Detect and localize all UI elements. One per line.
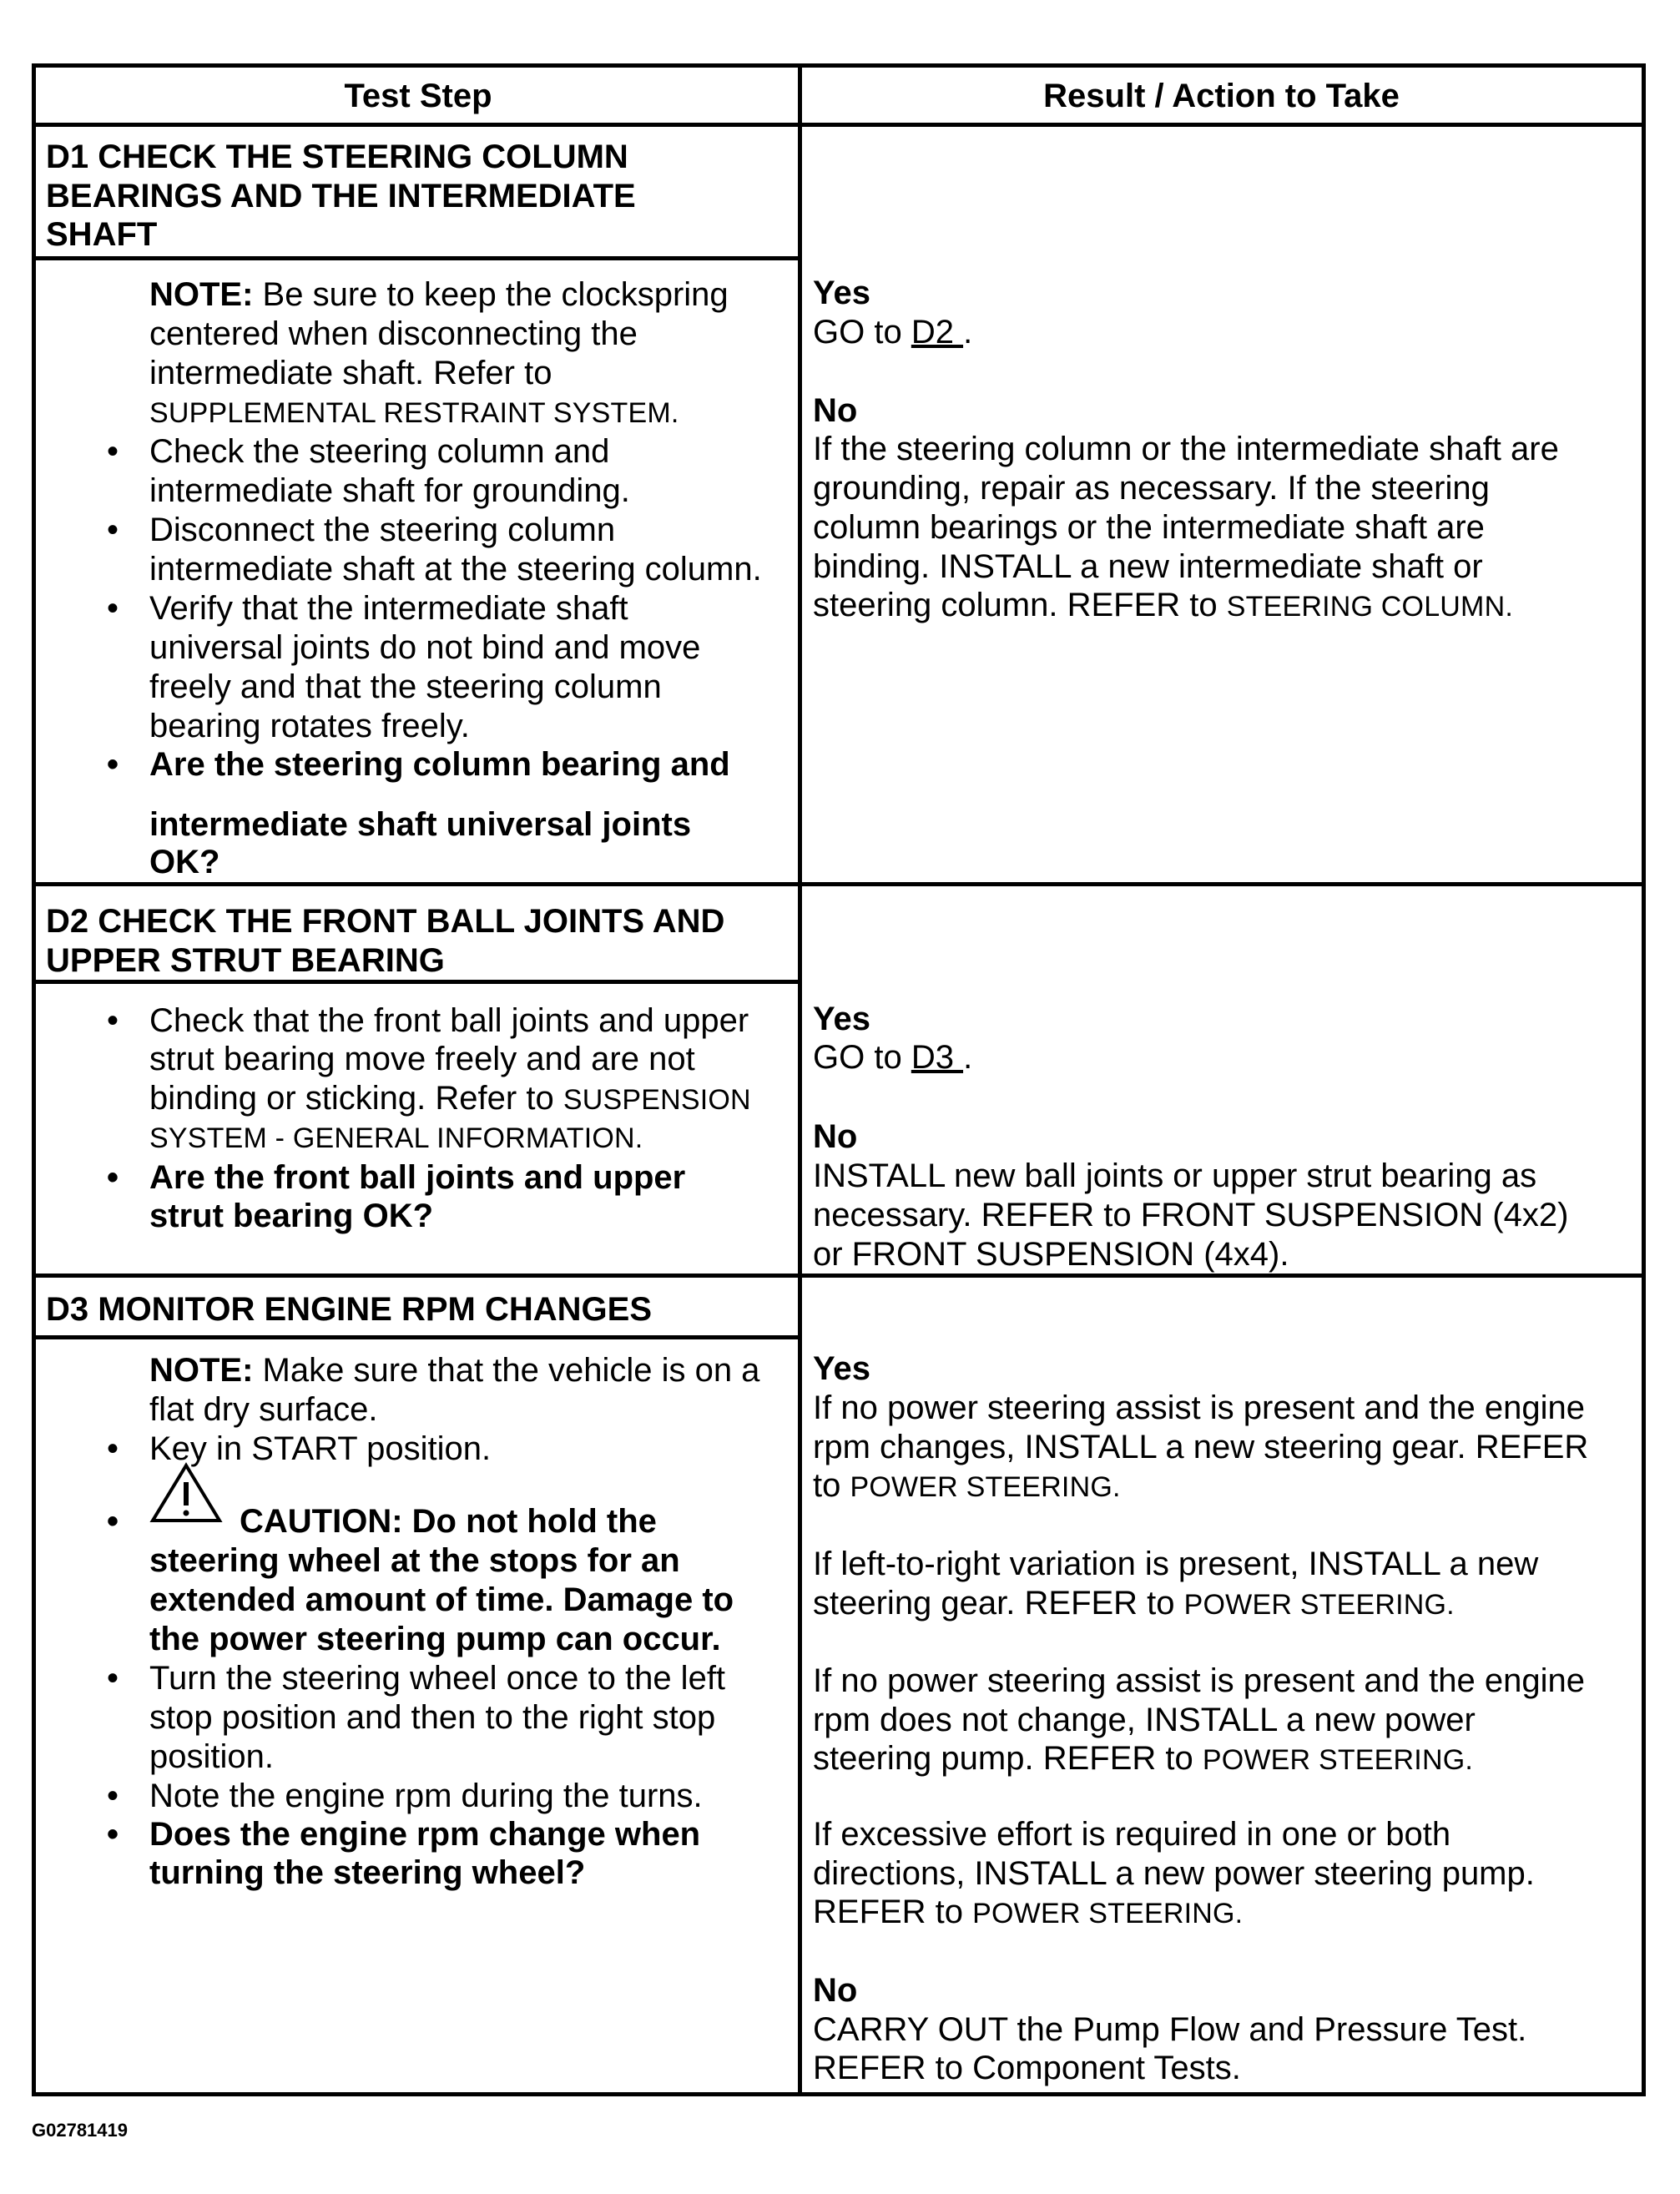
link-d2[interactable]: D2 bbox=[911, 314, 964, 351]
d2-no-line-2: necessary. REFER to FRONT SUSPENSION (4x2) bbox=[813, 1197, 1569, 1233]
d1-title-line-2: BEARINGS AND THE INTERMEDIATE bbox=[46, 178, 636, 214]
d2-b1-line-1: Check that the front ball joints and upper bbox=[149, 1002, 749, 1039]
d3-yes-p4-line-1: If excessive effort is required in one or both bbox=[813, 1816, 1451, 1853]
d2-yes-go: GO to bbox=[813, 1039, 911, 1076]
d3-caution-line-1: CAUTION: Do not hold the bbox=[240, 1503, 657, 1540]
d1-note-line-1 bbox=[149, 275, 729, 315]
d3-note-label: NOTE: bbox=[149, 1352, 254, 1389]
d2-no-line-3: or FRONT SUSPENSION (4x4). bbox=[813, 1236, 1289, 1273]
d2-b1-line-2: strut bearing move freely and are not bbox=[149, 1041, 695, 1077]
d1-b4-line-3: OK? bbox=[149, 844, 220, 880]
bullet-icon: • bbox=[107, 1503, 119, 1540]
d3-yes-p3-line-2: rpm does not change, INSTALL a new power bbox=[813, 1702, 1476, 1738]
d3-b5-line-2: turning the steering wheel? bbox=[149, 1854, 586, 1891]
d3-yes-p3-last-b: POWER STEERING. bbox=[1202, 1744, 1473, 1776]
d3-caution-line-2: steering wheel at the stops for an bbox=[149, 1542, 680, 1579]
d3-yes-label: Yes bbox=[813, 1350, 870, 1387]
d2-b2-line-2: strut bearing OK? bbox=[149, 1198, 434, 1234]
bullet-icon: • bbox=[107, 1430, 119, 1467]
d3-yes-p3-line-1: If no power steering assist is present and the engine bbox=[813, 1662, 1585, 1699]
table-border-left bbox=[32, 63, 36, 2096]
bullet-icon: • bbox=[107, 1660, 119, 1697]
d3-no-line-2: REFER to Component Tests. bbox=[813, 2050, 1241, 2086]
d3-yes-p1-last-b: POWER STEERING. bbox=[850, 1471, 1121, 1503]
d3-title-divider bbox=[32, 1335, 800, 1339]
d2-b1-line-4: SYSTEM - GENERAL INFORMATION. bbox=[149, 1122, 643, 1154]
d3-yes-p1-line-2: rpm changes, INSTALL a new steering gear. REFER bbox=[813, 1429, 1589, 1465]
d3-yes-p1-line-3 bbox=[813, 1466, 1121, 1507]
header-result-action: Result / Action to Take bbox=[1043, 78, 1400, 114]
d1-b3-line-3: freely and that the steering column bbox=[149, 668, 662, 705]
d1-no-line-2: grounding, repair as necessary. If the steering bbox=[813, 470, 1490, 507]
d2-b1-line-3b: SUSPENSION bbox=[563, 1084, 751, 1116]
d3-note-line-2: flat dry surface. bbox=[149, 1391, 378, 1428]
d3-yes-p4-last-a: REFER to bbox=[813, 1894, 973, 1930]
d1-no-line-5 bbox=[813, 586, 1513, 627]
d2-no-line-1: INSTALL new ball joints or upper strut bearing as bbox=[813, 1158, 1537, 1194]
table-border-top bbox=[32, 63, 1646, 68]
bullet-icon: • bbox=[107, 590, 119, 627]
d1-note-line-4: SUPPLEMENTAL RESTRAINT SYSTEM. bbox=[149, 397, 679, 429]
d1-b2-line-2: intermediate shaft at the steering column. bbox=[149, 551, 762, 588]
d1-no-label: No bbox=[813, 392, 858, 429]
d3-title: D3 MONITOR ENGINE RPM CHANGES bbox=[46, 1291, 652, 1328]
d1-yes-go: GO to bbox=[813, 314, 911, 351]
d2-b1-line-3 bbox=[149, 1079, 751, 1120]
d3-yes-p4-last-b: POWER STEERING. bbox=[972, 1898, 1244, 1929]
d2-no-label: No bbox=[813, 1118, 858, 1155]
d2-yes-action bbox=[813, 1038, 972, 1077]
d3-yes-p2-line-2a: steering gear. REFER to bbox=[813, 1585, 1184, 1622]
d1-note-label: NOTE: bbox=[149, 276, 254, 313]
d3-yes-p1-line-1: If no power steering assist is present and the engine bbox=[813, 1390, 1585, 1426]
d3-b1: Key in START position. bbox=[149, 1430, 492, 1467]
figure-code: G02781419 bbox=[32, 2120, 128, 2141]
d1-b3-line-2: universal joints do not bind and move bbox=[149, 629, 701, 666]
d1-b4-line-1: Are the steering column bearing and bbox=[149, 746, 730, 783]
header-test-step: Test Step bbox=[344, 78, 492, 114]
d2-title-line-2: UPPER STRUT BEARING bbox=[46, 942, 445, 979]
d1-no-line-4: binding. INSTALL a new intermediate shaft or bbox=[813, 548, 1483, 585]
d1-yes-label: Yes bbox=[813, 275, 870, 311]
column-divider bbox=[798, 63, 802, 2096]
d3-yes-p3-last-a: steering pump. REFER to bbox=[813, 1740, 1203, 1777]
d3-note-text-1: Make sure that the vehicle is on a bbox=[253, 1352, 760, 1389]
d3-b3-line-3: position. bbox=[149, 1738, 274, 1775]
d3-no-line-1: CARRY OUT the Pump Flow and Pressure Test. bbox=[813, 2011, 1527, 2048]
d3-yes-p4-line-3 bbox=[813, 1893, 1243, 1934]
d1-title-line-3: SHAFT bbox=[46, 216, 158, 253]
table-border-right bbox=[1642, 63, 1646, 2096]
d3-note-line-1 bbox=[149, 1351, 759, 1390]
d3-yes-p4-line-2: directions, INSTALL a new power steering pump. bbox=[813, 1855, 1535, 1892]
d3-yes-p2-line-2 bbox=[813, 1584, 1455, 1625]
bullet-icon: • bbox=[107, 1159, 119, 1196]
d1-note-line-3: intermediate shaft. Refer to bbox=[149, 355, 552, 391]
d3-yes-p1-last-a: to bbox=[813, 1467, 850, 1504]
d3-yes-p2-line-2b: POWER STEERING. bbox=[1183, 1589, 1455, 1621]
d1-b1-line-2: intermediate shaft for grounding. bbox=[149, 472, 630, 509]
d1-b3-line-1: Verify that the intermediate shaft bbox=[149, 590, 628, 627]
d1-b3-line-4: bearing rotates freely. bbox=[149, 708, 470, 744]
d3-b3-line-1: Turn the steering wheel once to the left bbox=[149, 1660, 726, 1697]
d1-note-line-2: centered when disconnecting the bbox=[149, 315, 638, 352]
header-row-divider bbox=[32, 123, 1646, 127]
d1-yes-end: . bbox=[963, 314, 973, 351]
caution-warning-icon bbox=[149, 1460, 223, 1524]
d2-yes-label: Yes bbox=[813, 1001, 870, 1037]
bullet-icon: • bbox=[107, 433, 119, 470]
d1-title-divider bbox=[32, 256, 800, 260]
d3-b5-line-1: Does the engine rpm change when bbox=[149, 1816, 701, 1853]
d1-title-line-1: D1 CHECK THE STEERING COLUMN bbox=[46, 139, 628, 175]
d3-caution-line-3: extended amount of time. Damage to bbox=[149, 1581, 734, 1618]
link-d3[interactable]: D3 bbox=[911, 1039, 964, 1076]
bullet-icon: • bbox=[107, 512, 119, 548]
row-divider-d2 bbox=[32, 882, 1646, 886]
d1-no-line-3: column bearings or the intermediate shaft are bbox=[813, 509, 1485, 546]
d2-yes-end: . bbox=[963, 1039, 973, 1076]
d2-b2-line-1: Are the front ball joints and upper bbox=[149, 1159, 686, 1196]
bullet-icon: • bbox=[107, 1002, 119, 1039]
d1-no-last-b: STEERING COLUMN. bbox=[1226, 591, 1513, 623]
d2-title-line-1: D2 CHECK THE FRONT BALL JOINTS AND bbox=[46, 903, 725, 940]
d2-b1-line-3a: binding or sticking. Refer to bbox=[149, 1080, 563, 1117]
d3-no-label: No bbox=[813, 1972, 858, 2009]
bullet-icon: • bbox=[107, 746, 119, 783]
d1-b2-line-1: Disconnect the steering column bbox=[149, 512, 616, 548]
d3-b3-line-2: stop position and then to the right stop bbox=[149, 1699, 716, 1736]
d1-b4-line-2: intermediate shaft universal joints bbox=[149, 806, 692, 843]
d3-caution-line-4: the power steering pump can occur. bbox=[149, 1621, 721, 1657]
d3-yes-p3-line-3 bbox=[813, 1739, 1473, 1780]
d1-no-line-1: If the steering column or the intermediate shaft are bbox=[813, 431, 1559, 467]
d1-yes-action bbox=[813, 313, 972, 352]
d3-b4: Note the engine rpm during the turns. bbox=[149, 1778, 703, 1814]
d1-no-last-a: steering column. REFER to bbox=[813, 587, 1227, 623]
d3-yes-p2-line-1: If left-to-right variation is present, INSTALL a new bbox=[813, 1546, 1539, 1582]
bullet-icon: • bbox=[107, 1816, 119, 1853]
bullet-icon: • bbox=[107, 1778, 119, 1814]
d1-b1-line-1: Check the steering column and bbox=[149, 433, 610, 470]
d1-note-text-1: Be sure to keep the clockspring bbox=[253, 276, 729, 313]
table-border-bottom bbox=[32, 2092, 1646, 2096]
